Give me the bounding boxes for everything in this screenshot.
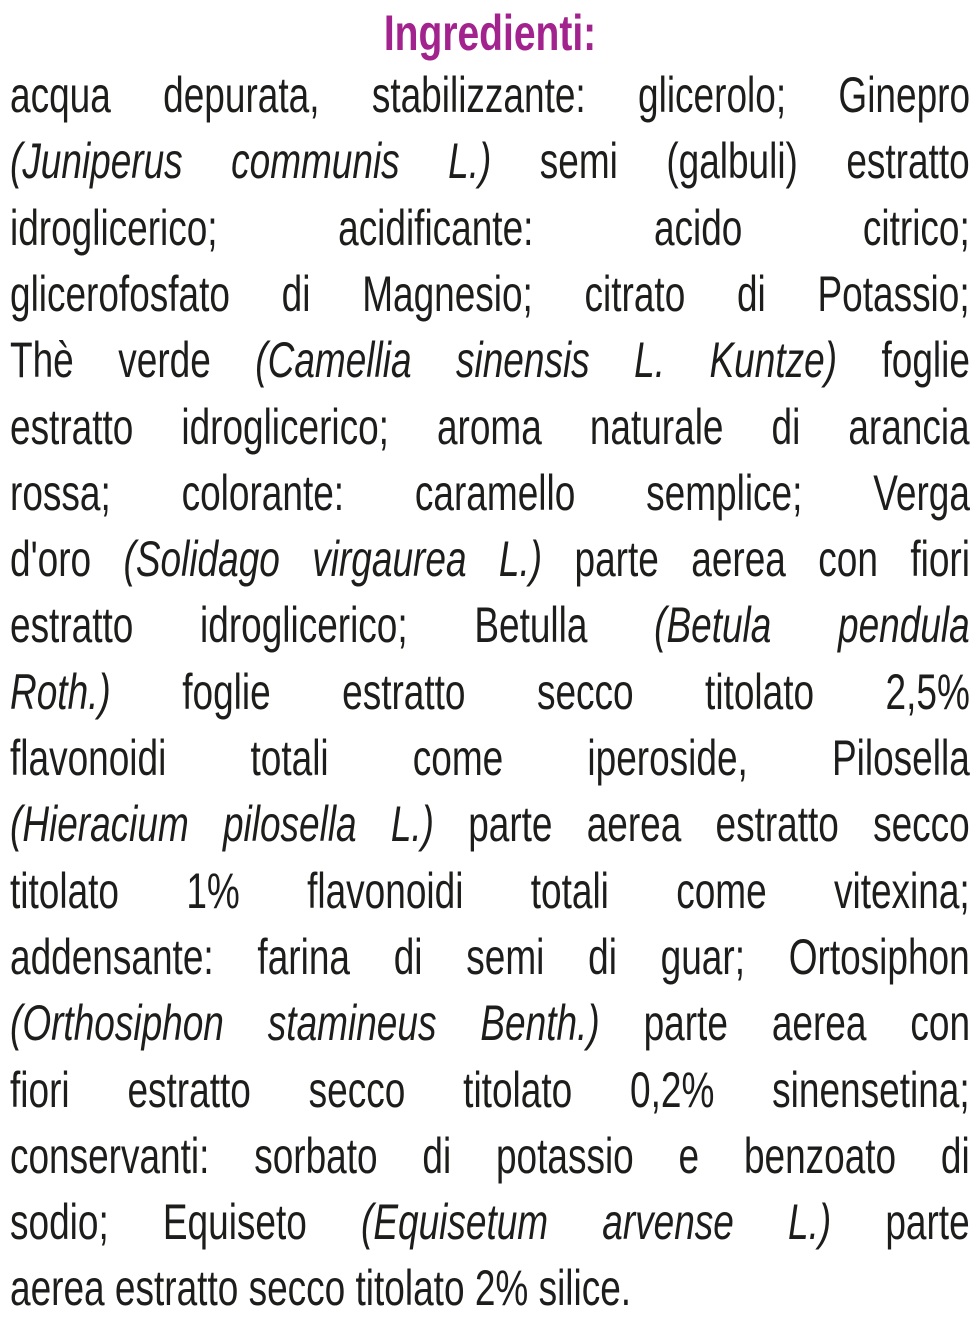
botanical-name: (Camellia sinensis L. Kuntze) — [255, 332, 838, 389]
text-line — [10, 195, 970, 261]
text-segment: Thè verde — [10, 332, 256, 389]
ingredients-label — [10, 0, 970, 1318]
text-line — [10, 1189, 970, 1255]
text-segment: d'oro — [10, 531, 124, 588]
botanical-name: (Solidago virgaurea L.) — [123, 531, 543, 588]
text-line — [10, 62, 970, 128]
text-segment: addensante: farina di semi di guar; Ortosiphon — [10, 928, 970, 985]
text-segment: foglie — [837, 332, 970, 389]
text-segment: estratto idroglicerico; Betulla — [10, 597, 655, 654]
botanical-name: (Betula pendula — [654, 597, 970, 654]
text-segment: aerea estratto secco titolato 2% silice. — [10, 1260, 632, 1317]
text-segment: parte — [831, 1194, 970, 1251]
text-segment: parte aerea con fiori — [542, 531, 970, 588]
botanical-name: (Equisetum arvense L.) — [360, 1194, 832, 1251]
text-segment: acqua depurata, stabilizzante: glicerolo; Ginepro — [10, 67, 971, 123]
text-segment: titolato 1% flavonoidi totali come vitexina; — [10, 862, 970, 919]
text-line — [10, 128, 970, 194]
text-segment: sodio; Equiseto — [10, 1194, 361, 1251]
text-line — [10, 592, 970, 658]
text-line — [10, 327, 970, 393]
text-line — [10, 791, 970, 857]
text-line — [10, 858, 970, 924]
text-line — [10, 1123, 970, 1189]
text-line — [10, 659, 970, 725]
botanical-name: Roth.) — [10, 663, 111, 720]
text-line — [10, 1255, 970, 1321]
botanical-name: (Hieracium pilosella L.) — [10, 796, 434, 853]
text-line — [10, 526, 970, 592]
text-segment: estratto idroglicerico; aroma naturale di arancia — [10, 398, 970, 455]
text-segment: semi (galbuli) estratto — [491, 133, 970, 190]
text-line — [10, 990, 970, 1056]
ingredients-title: Ingredienti: — [383, 5, 597, 61]
text-line — [10, 1057, 970, 1123]
text-line — [10, 924, 970, 990]
text-line — [10, 725, 970, 791]
text-segment: flavonoidi totali come iperoside, Pilosella — [10, 730, 970, 786]
text-line — [10, 460, 970, 526]
text-line — [10, 261, 970, 327]
text-segment: parte aerea estratto secco — [433, 796, 970, 853]
text-segment: idroglicerico; acidificante: acido citrico; — [10, 199, 970, 256]
text-segment: parte aerea con — [599, 995, 971, 1052]
text-segment: glicerofosfato di Magnesio; citrato di Potassio; — [10, 265, 970, 322]
botanical-name: (Orthosiphon stamineus Benth.) — [10, 995, 600, 1052]
botanical-name: (Juniperus communis L.) — [10, 133, 492, 190]
text-segment: foglie estratto secco titolato 2,5% — [110, 663, 970, 720]
text-segment: conservanti: sorbato di potassio e benzoato di — [10, 1127, 970, 1184]
text-segment: rossa; colorante: caramello semplice; Verga — [10, 464, 970, 521]
text-line — [10, 394, 970, 460]
text-segment: fiori estratto secco titolato 0,2% sinensetina; — [10, 1061, 970, 1118]
